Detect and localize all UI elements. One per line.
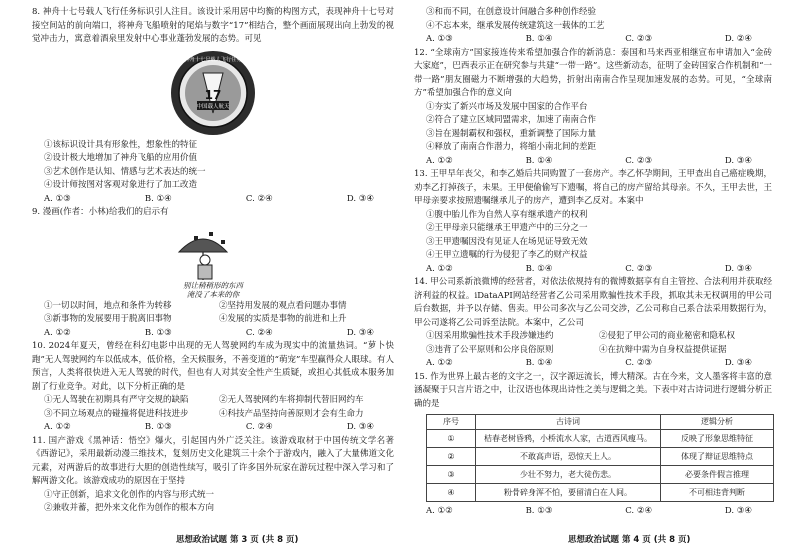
option: ④释放了南南合作潜力，将缩小南北间的差距 — [426, 142, 597, 152]
choice-b[interactable]: B. ①④ — [144, 193, 172, 204]
choice-a[interactable]: A. ①② — [426, 506, 453, 516]
option: ③新事物的发展要用于脱离旧事物 — [44, 314, 172, 324]
option: ③艺术创作是认知、情感与艺术表达的统一 — [44, 166, 206, 177]
choice-a[interactable]: A. ①② — [426, 263, 453, 274]
comic-caption-2: 淹没了本来的你 — [186, 289, 240, 298]
question-8-choices — [32, 193, 394, 207]
table-cell: 必要条件假言推理 — [661, 466, 774, 484]
choice-b[interactable]: B. ①③ — [144, 327, 172, 338]
question-12-choices — [414, 155, 772, 169]
table-row — [427, 484, 774, 502]
question-11-options — [32, 489, 394, 516]
emblem-ring-text: 神舟十七号载人飞行任务 — [184, 56, 242, 63]
table-row — [427, 448, 774, 466]
table-cell: 桔春老树昏鸦，小桥流水人家，古道西风瘦马。 — [476, 430, 661, 448]
question-10-choices — [32, 421, 394, 435]
choice-c[interactable]: C. ②④ — [245, 422, 273, 432]
option: ①该标识设计具有形象性，想象性的特征 — [44, 139, 198, 150]
choice-c[interactable]: C. ②④ — [245, 193, 273, 204]
option: ②兼收并蓄，把外来文化作为创作的根本方向 — [44, 503, 215, 513]
choice-c[interactable]: C. ②③ — [625, 155, 653, 166]
page-footer-right: 思想政治试题 第 4 页 (共 8 页) — [568, 535, 691, 545]
question-11-stem: 11. 国产游戏《黑神话：悟空》爆火，引起国内外广泛关注。该游戏取材于中国传统文学名著《西游记》，采用最新动漫三维技术，复刻历史文化建筑三十余个于游戏内，融入了大量佛道文化元素，对两游后的故事进行大胆的创造性续写，吸引了许多国外玩家在游玩过程中深入学习和了解两游文化。该游戏成功的原因在于坚持 — [32, 435, 394, 486]
option: ③旨在遏制霸权和强权，重新调整了国际力量 — [426, 128, 597, 139]
comic-image — [165, 222, 261, 298]
option: ④王甲立遗嘱的行为侵犯了李乙的财产权益 — [426, 250, 588, 260]
table-row — [427, 430, 774, 448]
option: ③违背了公平原则和公序良俗原则 — [426, 344, 554, 355]
table-header: 古诗词 — [476, 415, 661, 430]
option: ③不同立场观点的碰撞将促进科技进步 — [44, 408, 189, 419]
table-cell: 不敢高声语，恐惊天上人。 — [476, 448, 661, 466]
emblem-number: 17 — [204, 87, 222, 102]
choice-a[interactable]: A. ①② — [426, 358, 453, 368]
question-8-options — [32, 139, 394, 193]
question-10-stem: 10. 2024年夏天，曾经在科幻电影中出现的无人驾驶网约车成为现实中的流量热词。“萝卜快跑”无人驾驶网约车以低成本，低价格，全天候服务，不善变道的“萌宠”车型赢得众人眼球。有人预言，人类将很快进入无人驾驶的时代，但也有人对其安全性产生质疑，或担心其低成本服务加剧了行业竞争。对此，以下分析正确的是 — [32, 341, 394, 392]
choice-c[interactable]: C. ②③ — [625, 34, 653, 44]
choice-d[interactable]: D. ③④ — [724, 506, 752, 516]
choice-d[interactable]: D. ③④ — [724, 358, 752, 368]
question-15-stem: 15. 作为世界上最古老的文字之一，汉字源远流长，博大精深。古在今来，文人墨客将丰富的意涵凝聚于只言片语之中，让汉语也体现出诗性之美与逻辑之美。下表中对古诗词进行逻辑分析正确的是 — [414, 371, 772, 409]
question-11-choices — [414, 33, 772, 47]
page-footer-left: 思想政治试题 第 3 页 (共 8 页) — [176, 535, 299, 545]
choice-d[interactable]: D. ③④ — [724, 263, 752, 274]
emblem-bottom-text: 中国载人航天 — [196, 103, 230, 110]
left-column — [32, 6, 394, 516]
option: ④科技产品坚持向善原则才会有生命力 — [219, 408, 364, 419]
option: ②王甲母亲只能继承王甲遗产中的三分之一 — [426, 223, 588, 233]
question-9-options — [32, 300, 394, 327]
option: ③王甲遗嘱因没有见证人在场见证导致无效 — [426, 236, 588, 247]
choice-c[interactable]: C. ②④ — [625, 506, 653, 516]
choice-a[interactable]: A. ①② — [44, 422, 71, 432]
option: ②设计极大地增加了神舟飞船的应用价值 — [44, 153, 198, 163]
question-9-choices — [32, 327, 394, 341]
table-cell: 不可相违背判断 — [661, 484, 774, 502]
mission-emblem — [32, 49, 394, 137]
question-12-stem: 12. “全球南方”国家接连传来希望加强合作的新消息：泰国和马来西亚相继宣布申请加入“金砖大家庭”，巴西表示正在研究参与共建“一带一路”。这些新动态，征明了金砖国家合作机制和“一带一路”朋友圈磁力不断增强的大趋势，折射出南南合作呈现加速发展的态势。可见，“全球南方”希望加强合作的意义向 — [414, 47, 772, 98]
comic-caption-1: 别让稍稍形的东西 — [183, 280, 243, 290]
table-cell: ② — [427, 448, 476, 466]
table-cell: 粉骨碎身浑不怕，要留清白在人间。 — [476, 484, 661, 502]
option: ②无人驾驶网约车将抑制代替旧网约车 — [219, 395, 364, 405]
option: ④在抗辩中需为自身权益提供证据 — [599, 344, 727, 355]
option: ④不忘本来，继承发展传统建筑这一载体的工艺 — [426, 20, 605, 31]
choice-a[interactable]: A. ①③ — [426, 34, 453, 44]
logic-analysis-table — [426, 414, 774, 502]
choice-c[interactable]: C. ②③ — [625, 358, 653, 368]
question-9-stem: 9. 漫画(作者：小林)给我们的启示有 — [32, 207, 169, 217]
choice-d[interactable]: D. ③④ — [346, 193, 374, 204]
choice-b[interactable]: B. ①③ — [144, 422, 172, 432]
question-13-options — [414, 209, 772, 263]
option: ①无人驾驶在初期具有严守交规的缺陷 — [44, 395, 189, 405]
right-column — [414, 6, 772, 519]
option: ①守正创新，追求文化创作的内容与形式统一 — [44, 489, 215, 500]
table-cell: 少壮不努力，老大徒伤悲。 — [476, 466, 661, 484]
choice-a[interactable]: A. ①③ — [44, 193, 71, 204]
option: ②符合了建立区域同盟需求，加速了南南合作 — [426, 115, 597, 125]
choice-b[interactable]: B. ①④ — [525, 263, 553, 274]
choice-d[interactable]: D. ③④ — [346, 327, 374, 338]
choice-a[interactable]: A. ①② — [426, 155, 453, 166]
choice-a[interactable]: A. ①② — [44, 327, 71, 338]
question-15-choices — [414, 505, 772, 519]
option: ④发展的实质是事物的前进和上升 — [219, 314, 347, 324]
option: ③和而不同，在创意设计间融合多种创作经验 — [426, 7, 597, 17]
choice-d[interactable]: D. ③④ — [346, 422, 374, 432]
question-10-options — [32, 394, 394, 421]
table-cell: ④ — [427, 484, 476, 502]
question-14-choices — [414, 357, 772, 371]
question-14-options — [414, 330, 772, 357]
option: ①一切以时间，地点和条件为转移 — [44, 300, 172, 311]
choice-d[interactable]: D. ②④ — [724, 34, 752, 44]
table-row — [427, 466, 774, 484]
question-13-stem: 13. 王甲早年丧父，和李乙婚后共同购置了一套房产。李乙怀孕期间，王甲查出自己癌症晚期，劝李乙打掉孩子，未果。王甲便偷偷写下遗嘱，将自己的房产留给其母亲。不久，王甲去世，王甲母亲要求按照遗嘱继承儿子的房产，遭到李乙反对。本案中 — [414, 169, 772, 206]
choice-b[interactable]: B. ①④ — [525, 34, 553, 44]
choice-b[interactable]: B. ①④ — [525, 155, 553, 166]
table-header-row — [427, 415, 774, 430]
question-12-options — [414, 101, 772, 155]
shenzhou-17-emblem-image — [159, 49, 267, 137]
choice-c[interactable]: C. ②③ — [625, 263, 653, 274]
question-13-choices — [414, 263, 772, 277]
table-cell: ③ — [427, 466, 476, 484]
choice-d[interactable]: D. ③④ — [724, 155, 752, 166]
table-header: 逻辑分析 — [661, 415, 774, 430]
table-cell: ① — [427, 430, 476, 448]
table-cell: 反映了形象思维特征 — [661, 430, 774, 448]
option: ①夯实了新兴市场及发展中国家的合作平台 — [426, 101, 588, 112]
option: ①腹中胎儿作为自然人享有继承遗产的权利 — [426, 209, 588, 220]
choice-c[interactable]: C. ②④ — [245, 327, 273, 338]
option: ②坚持用发展的观点看问题办事情 — [219, 300, 347, 311]
option: ①因采用欺骗性技术手段涉嫌违约 — [426, 331, 554, 341]
choice-b[interactable]: B. ①③ — [525, 506, 553, 516]
comic — [32, 222, 394, 298]
table-cell: 体现了辩证思维特点 — [661, 448, 774, 466]
option: ④设计师按图对客观对象进行了加工改造 — [44, 180, 198, 190]
table-header: 序号 — [427, 415, 476, 430]
choice-b[interactable]: B. ①④ — [525, 358, 553, 368]
question-11-options-cont — [414, 6, 772, 33]
option: ②侵犯了甲公司的商业秘密和隐私权 — [599, 331, 736, 341]
question-14-stem: 14. 甲公司系新浪微博的经营者，对依法依规持有的微博数据享有自主管控、合法利用并获取经济利益的权益。iDataAPI网站经营者乙公司采用欺骗性技术手段，抓取其未无权调用的甲公司后台数据，并予以存储、售卖。甲公司多次与乙公司交涉，乙公司称自己系合法采用数据行为，甲公司遂将乙公司诉至法院。本案中，乙公司 — [414, 277, 772, 328]
question-8-stem: 8. 神舟十七号载人飞行任务标识引人注目。该设计采用居中均衡的构图方式，表现神舟十七号对接空间站的前向端口，将神舟飞船喷射的尾焰与数字“17”相结合，整个画面展现出向上勃发的视觉冲击力，寓意着酒泉里发射中心事业蓬勃发展的态势。可见 — [32, 7, 394, 44]
